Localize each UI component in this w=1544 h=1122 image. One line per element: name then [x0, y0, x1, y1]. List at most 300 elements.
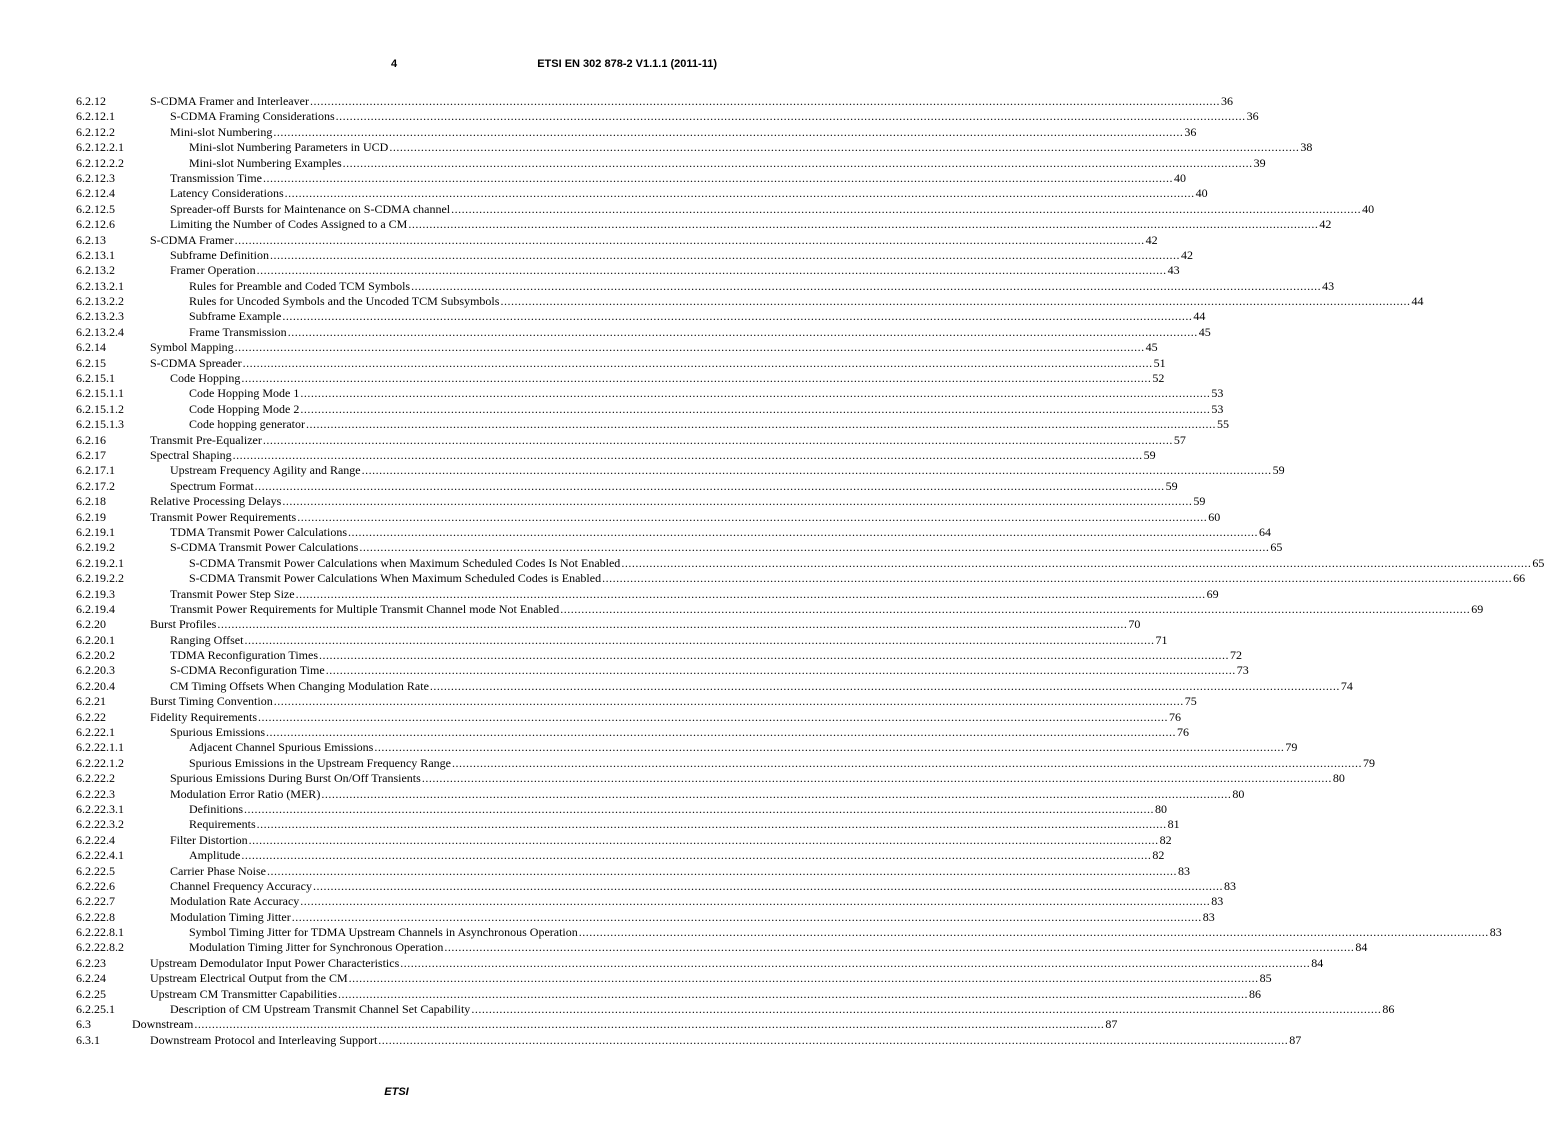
- toc-entry-title: Limiting the Number of Codes Assigned to a CM: [170, 217, 408, 232]
- toc-entry-title: Requirements: [189, 817, 256, 832]
- table-of-contents: [76, 94, 1544, 1048]
- toc-entry[interactable]: [76, 263, 1180, 278]
- toc-leader-dots: ....................................................................................................................................................................................................................................................................: [242, 355, 1153, 370]
- toc-entry[interactable]: [76, 771, 1345, 786]
- toc-entry-number: 6.2.21: [76, 694, 106, 709]
- toc-leader-dots: ....................................................................................................................................................................................................................................................................: [234, 340, 1145, 355]
- toc-entry[interactable]: [76, 555, 1544, 571]
- toc-leader-dots: ....................................................................................................................................................................................................................................................................: [284, 186, 1195, 201]
- toc-entry-number: 6.2.22.3.1: [76, 801, 124, 816]
- toc-entry-title: Subframe Example: [189, 309, 282, 324]
- toc-entry-page: 52: [1152, 371, 1165, 386]
- toc-leader-dots: ....................................................................................................................................................................................................................................................................: [297, 509, 1208, 524]
- toc-entry-number: 6.2.24: [76, 971, 106, 986]
- toc-entry[interactable]: [76, 648, 1243, 663]
- toc-entry-number: 6.2.20.4: [76, 678, 115, 693]
- toc-entry-title: Downstream Protocol and Interleaving Support: [150, 1032, 378, 1047]
- toc-entry-page: 86: [1382, 1002, 1395, 1017]
- toc-leader-dots: ....................................................................................................................................................................................................................................................................: [378, 1032, 1289, 1047]
- toc-entry-title: Description of CM Upstream Transmit Channel Set Capability: [170, 1002, 471, 1017]
- toc-entry-title: Spectral Shaping: [150, 447, 232, 462]
- toc-entry-title: Upstream Demodulator Input Power Characteristics: [150, 955, 400, 970]
- toc-entry-number: 6.2.22.8.2: [76, 940, 124, 955]
- toc-entry-page: 42: [1145, 232, 1158, 247]
- toc-entry-number: 6.3: [76, 1017, 91, 1032]
- toc-entry[interactable]: [76, 278, 1335, 294]
- toc-leader-dots: ....................................................................................................................................................................................................................................................................: [451, 201, 1362, 216]
- toc-leader-dots: ....................................................................................................................................................................................................................................................................: [578, 925, 1489, 940]
- toc-leader-dots: ....................................................................................................................................................................................................................................................................: [321, 786, 1232, 801]
- toc-entry-number: 6.2.19.2.2: [76, 571, 124, 586]
- toc-entry[interactable]: [76, 632, 1168, 648]
- toc-entry-page: 79: [1285, 740, 1298, 755]
- toc-entry[interactable]: [76, 601, 1484, 617]
- toc-entry-number: 6.2.19.2: [76, 540, 115, 555]
- toc-entry-number: 6.2.17.2: [76, 478, 115, 493]
- toc-entry-number: 6.2.15.1.2: [76, 401, 124, 416]
- toc-entry-page: 83: [1211, 894, 1224, 909]
- toc-entry-number: 6.2.22.3.2: [76, 817, 124, 832]
- toc-leader-dots: ....................................................................................................................................................................................................................................................................: [300, 894, 1211, 909]
- toc-entry[interactable]: [76, 247, 1193, 263]
- toc-leader-dots: ....................................................................................................................................................................................................................................................................: [500, 294, 1411, 309]
- toc-entry[interactable]: [76, 832, 1172, 848]
- page-number: 4: [391, 58, 398, 70]
- toc-entry-title: Definitions: [189, 801, 243, 816]
- toc-entry-page: 36: [1246, 109, 1259, 124]
- toc-entry-number: 6.2.19: [76, 509, 106, 524]
- toc-entry-title: S-CDMA Reconfiguration Time: [170, 663, 325, 678]
- toc-entry-page: 65: [1532, 555, 1544, 570]
- toc-leader-dots: ....................................................................................................................................................................................................................................................................: [248, 832, 1159, 847]
- toc-leader-dots: ....................................................................................................................................................................................................................................................................: [471, 1002, 1382, 1017]
- toc-entry[interactable]: [76, 232, 1158, 248]
- toc-entry-title: Spurious Emissions: [170, 725, 266, 740]
- toc-leader-dots: ....................................................................................................................................................................................................................................................................: [258, 709, 1168, 724]
- toc-entry[interactable]: [76, 432, 1186, 448]
- toc-leader-dots: ....................................................................................................................................................................................................................................................................: [348, 971, 1259, 986]
- toc-entry-page: 40: [1362, 201, 1375, 216]
- toc-leader-dots: ....................................................................................................................................................................................................................................................................: [269, 247, 1180, 262]
- toc-entry[interactable]: [76, 417, 1229, 432]
- toc-entry[interactable]: [76, 355, 1166, 371]
- toc-entry-number: 6.2.18: [76, 494, 106, 509]
- toc-entry-page: 44: [1411, 294, 1424, 309]
- toc-entry-number: 6.2.17.1: [76, 463, 115, 478]
- toc-entry-page: 36: [1220, 94, 1233, 108]
- toc-entry-title: Upstream Frequency Agility and Range: [170, 463, 361, 478]
- toc-entry-title: Burst Profiles: [150, 617, 217, 632]
- toc-entry-number: 6.2.19.3: [76, 586, 115, 601]
- toc-entry-number: 6.2.22.1.2: [76, 755, 124, 770]
- toc-entry-number: 6.2.13.1: [76, 247, 115, 262]
- toc-leader-dots: ....................................................................................................................................................................................................................................................................: [444, 940, 1355, 955]
- toc-entry[interactable]: [76, 309, 1206, 324]
- toc-entry-title: Channel Frequency Accuracy: [170, 878, 312, 893]
- toc-entry-number: 6.2.12.5: [76, 201, 115, 216]
- toc-entry[interactable]: [76, 709, 1181, 725]
- toc-entry[interactable]: [76, 925, 1502, 940]
- toc-entry-page: 42: [1319, 217, 1332, 232]
- toc-entry-number: 6.2.12.2.1: [76, 140, 124, 155]
- toc-entry-number: 6.2.25.1: [76, 1002, 115, 1017]
- toc-entry-number: 6.2.13.2.3: [76, 309, 124, 324]
- toc-leader-dots: ....................................................................................................................................................................................................................................................................: [451, 755, 1362, 770]
- toc-entry[interactable]: [76, 94, 1233, 109]
- toc-entry-title: Mini-slot Numbering Examples: [189, 155, 342, 170]
- toc-entry-page: 65: [1270, 540, 1283, 555]
- toc-leader-dots: ....................................................................................................................................................................................................................................................................: [295, 586, 1206, 601]
- toc-entry-title: Relative Processing Delays: [150, 494, 282, 509]
- toc-entry-title: Fidelity Requirements: [150, 709, 257, 724]
- toc-leader-dots: ....................................................................................................................................................................................................................................................................: [411, 278, 1322, 293]
- toc-entry-page: 83: [1202, 909, 1215, 924]
- toc-entry-page: 81: [1167, 817, 1180, 832]
- toc-entry-number: 6.2.13.2.2: [76, 294, 124, 309]
- toc-leader-dots: ....................................................................................................................................................................................................................................................................: [256, 263, 1167, 278]
- toc-entry[interactable]: [76, 386, 1224, 401]
- toc-entry-number: 6.2.15.1.3: [76, 417, 124, 432]
- toc-leader-dots: ....................................................................................................................................................................................................................................................................: [234, 232, 1145, 247]
- toc-entry-title: TDMA Reconfiguration Times: [170, 648, 319, 663]
- toc-leader-dots: ....................................................................................................................................................................................................................................................................: [305, 417, 1216, 432]
- toc-entry-title: Transmit Power Requirements for Multiple Transmit Channel mode Not Enabled: [170, 601, 560, 616]
- toc-entry-number: 6.2.22.6: [76, 878, 115, 893]
- toc-entry-number: 6.2.15: [76, 355, 106, 370]
- toc-leader-dots: ....................................................................................................................................................................................................................................................................: [602, 571, 1513, 586]
- toc-leader-dots: ....................................................................................................................................................................................................................................................................: [374, 740, 1285, 755]
- toc-leader-dots: ....................................................................................................................................................................................................................................................................: [342, 155, 1253, 170]
- toc-entry-title: Code Hopping Mode 1: [189, 386, 300, 401]
- toc-entry-page: 83: [1177, 863, 1190, 878]
- toc-leader-dots: ....................................................................................................................................................................................................................................................................: [300, 386, 1211, 401]
- toc-entry[interactable]: [76, 1017, 1118, 1032]
- toc-entry[interactable]: [76, 786, 1245, 802]
- toc-entry-number: 6.2.14: [76, 340, 106, 355]
- toc-entry-number: 6.2.20.3: [76, 663, 115, 678]
- toc-entry-page: 69: [1206, 586, 1219, 601]
- toc-entry-title: TDMA Transmit Power Calculations: [170, 524, 348, 539]
- toc-entry[interactable]: [76, 109, 1259, 124]
- toc-entry[interactable]: [76, 170, 1186, 186]
- toc-entry[interactable]: [76, 678, 1353, 694]
- toc-leader-dots: ....................................................................................................................................................................................................................................................................: [429, 678, 1340, 693]
- toc-entry-title: Symbol Timing Jitter for TDMA Upstream Channels in Asynchronous Operation: [189, 925, 578, 940]
- toc-entry-title: Code Hopping Mode 2: [189, 401, 300, 416]
- toc-entry-page: 69: [1471, 601, 1484, 616]
- toc-entry-title: Burst Timing Convention: [150, 694, 273, 709]
- toc-entry-number: 6.2.22.5: [76, 863, 115, 878]
- toc-entry-page: 45: [1198, 324, 1211, 339]
- toc-leader-dots: ....................................................................................................................................................................................................................................................................: [325, 663, 1236, 678]
- toc-entry-title: Spurious Emissions During Burst On/Off Transients: [170, 771, 421, 786]
- toc-entry-title: Transmit Power Requirements: [150, 509, 297, 524]
- toc-leader-dots: ....................................................................................................................................................................................................................................................................: [241, 371, 1152, 386]
- toc-entry-title: Rules for Preamble and Coded TCM Symbols: [189, 278, 411, 293]
- toc-entry-page: 71: [1155, 632, 1168, 647]
- toc-entry[interactable]: [76, 371, 1165, 386]
- toc-entry-title: Modulation Error Ratio (MER): [170, 786, 321, 801]
- toc-entry-title: S-CDMA Transmit Power Calculations: [170, 540, 359, 555]
- toc-entry-title: Spreader-off Bursts for Maintenance on S-CDMA channel: [170, 201, 451, 216]
- toc-leader-dots: ....................................................................................................................................................................................................................................................................: [312, 878, 1223, 893]
- toc-leader-dots: ....................................................................................................................................................................................................................................................................: [244, 632, 1155, 647]
- toc-entry-title: S-CDMA Framing Considerations: [170, 109, 335, 124]
- toc-entry-page: 36: [1184, 124, 1197, 139]
- toc-entry[interactable]: [76, 478, 1178, 494]
- toc-entry-title: Upstream Electrical Output from the CM: [150, 971, 348, 986]
- footer-etsi: ETSI: [384, 1086, 409, 1098]
- toc-entry[interactable]: [76, 940, 1368, 955]
- toc-entry-page: 86: [1249, 986, 1261, 1001]
- toc-entry[interactable]: [76, 663, 1249, 678]
- toc-entry-page: 79: [1362, 755, 1375, 770]
- toc-entry-page: 43: [1322, 278, 1335, 293]
- toc-entry-title: S-CDMA Transmit Power Calculations when Maximum Scheduled Codes Is Not Enabled: [189, 555, 621, 570]
- toc-entry[interactable]: [76, 801, 1167, 817]
- toc-entry-number: 6.2.19.4: [76, 601, 115, 616]
- toc-entry[interactable]: [76, 694, 1197, 709]
- toc-entry[interactable]: [76, 617, 1141, 632]
- toc-leader-dots: ....................................................................................................................................................................................................................................................................: [282, 494, 1193, 509]
- toc-entry[interactable]: [76, 878, 1236, 894]
- toc-entry-page: 82: [1152, 848, 1165, 863]
- toc-leader-dots: ....................................................................................................................................................................................................................................................................: [282, 309, 1193, 324]
- toc-leader-dots: ....................................................................................................................................................................................................................................................................: [217, 617, 1128, 632]
- toc-entry-number: 6.2.15.1: [76, 371, 115, 386]
- toc-entry-page: 76: [1177, 725, 1190, 740]
- toc-entry[interactable]: [76, 740, 1298, 755]
- toc-entry-number: 6.3.1: [76, 1032, 100, 1047]
- toc-entry[interactable]: [76, 586, 1219, 602]
- toc-entry-title: Transmit Pre-Equalizer: [150, 432, 262, 447]
- toc-entry[interactable]: [76, 340, 1158, 355]
- toc-entry-page: 59: [1143, 447, 1156, 462]
- toc-entry-title: Frame Transmission: [189, 324, 287, 339]
- toc-entry-title: Latency Considerations: [170, 186, 284, 201]
- toc-entry-number: 6.2.25: [76, 986, 106, 1001]
- toc-leader-dots: ....................................................................................................................................................................................................................................................................: [361, 463, 1272, 478]
- toc-entry[interactable]: [76, 509, 1221, 525]
- toc-entry-title: Rules for Uncoded Symbols and the Uncoded TCM Subsymbols: [189, 294, 500, 309]
- toc-entry-number: 6.2.22.4: [76, 832, 115, 847]
- toc-entry-number: 6.2.12.2.2: [76, 155, 124, 170]
- toc-entry-page: 43: [1167, 263, 1180, 278]
- toc-entry-number: 6.2.12.2: [76, 124, 115, 139]
- toc-entry[interactable]: [76, 294, 1424, 309]
- toc-entry-page: 87: [1289, 1032, 1302, 1047]
- toc-entry-number: 6.2.22.8: [76, 909, 115, 924]
- toc-entry[interactable]: [76, 1032, 1302, 1048]
- toc-entry-number: 6.2.13.2: [76, 263, 115, 278]
- toc-entry[interactable]: [76, 1002, 1395, 1017]
- toc-entry-number: 6.2.22.7: [76, 894, 115, 909]
- toc-entry-number: 6.2.12.4: [76, 186, 115, 201]
- toc-entry-title: S-CDMA Spreader: [150, 355, 242, 370]
- toc-entry[interactable]: [76, 494, 1206, 509]
- toc-entry[interactable]: [76, 755, 1375, 771]
- toc-entry[interactable]: [76, 725, 1190, 740]
- toc-leader-dots: ....................................................................................................................................................................................................................................................................: [309, 94, 1220, 108]
- toc-leader-dots: ....................................................................................................................................................................................................................................................................: [560, 601, 1471, 616]
- toc-entry-number: 6.2.17: [76, 447, 106, 462]
- toc-entry[interactable]: [76, 571, 1526, 586]
- toc-entry-page: 83: [1223, 878, 1236, 893]
- toc-leader-dots: ....................................................................................................................................................................................................................................................................: [621, 555, 1532, 570]
- toc-entry[interactable]: [76, 124, 1197, 140]
- toc-entry[interactable]: [76, 909, 1215, 925]
- toc-entry[interactable]: [76, 463, 1285, 478]
- toc-entry-title: Downstream: [132, 1017, 194, 1032]
- toc-entry-number: 6.2.20: [76, 617, 106, 632]
- toc-entry-number: 6.2.22.1.1: [76, 740, 124, 755]
- toc-entry-page: 83: [1489, 925, 1502, 940]
- toc-entry-page: 84: [1355, 940, 1368, 955]
- toc-leader-dots: ....................................................................................................................................................................................................................................................................: [300, 401, 1211, 416]
- toc-entry-title: Modulation Timing Jitter for Synchronous Operation: [189, 940, 444, 955]
- toc-entry-page: 70: [1128, 617, 1141, 632]
- toc-entry-page: 72: [1230, 648, 1243, 663]
- toc-entry-title: Framer Operation: [170, 263, 256, 278]
- toc-entry-page: 76: [1169, 709, 1181, 724]
- toc-entry[interactable]: [76, 848, 1165, 863]
- toc-leader-dots: ....................................................................................................................................................................................................................................................................: [338, 986, 1248, 1001]
- toc-entry-page: 40: [1173, 170, 1186, 185]
- toc-entry-number: 6.2.13.2.4: [76, 324, 124, 339]
- toc-entry-title: Modulation Timing Jitter: [170, 909, 291, 924]
- toc-entry-page: 87: [1105, 1017, 1118, 1032]
- toc-entry-number: 6.2.12.1: [76, 109, 115, 124]
- toc-entry[interactable]: [76, 324, 1211, 340]
- toc-entry-title: Transmission Time: [170, 170, 262, 185]
- toc-entry-page: 59: [1165, 478, 1178, 493]
- toc-leader-dots: ....................................................................................................................................................................................................................................................................: [400, 955, 1311, 970]
- toc-leader-dots: ....................................................................................................................................................................................................................................................................: [319, 648, 1230, 663]
- toc-entry[interactable]: [76, 863, 1190, 879]
- toc-entry-page: 51: [1153, 355, 1166, 370]
- toc-leader-dots: ....................................................................................................................................................................................................................................................................: [194, 1017, 1105, 1032]
- toc-entry-page: 57: [1173, 432, 1186, 447]
- toc-entry-title: Spurious Emissions in the Upstream Frequency Range: [189, 755, 451, 770]
- toc-entry-number: 6.2.20.1: [76, 632, 115, 647]
- toc-entry-page: 44: [1193, 309, 1206, 324]
- toc-entry[interactable]: [76, 817, 1180, 832]
- toc-entry-number: 6.2.22.1: [76, 725, 115, 740]
- toc-entry-page: 85: [1259, 971, 1272, 986]
- toc-entry-page: 39: [1253, 155, 1266, 170]
- toc-entry-page: 38: [1300, 140, 1313, 155]
- toc-entry-title: Upstream CM Transmitter Capabilities: [150, 986, 337, 1001]
- toc-entry-page: 75: [1184, 694, 1197, 709]
- toc-entry-page: 45: [1145, 340, 1158, 355]
- toc-entry[interactable]: [76, 447, 1156, 463]
- toc-entry-number: 6.2.12: [76, 94, 106, 108]
- toc-entry-title: S-CDMA Framer: [150, 232, 234, 247]
- toc-entry[interactable]: [76, 155, 1266, 171]
- toc-entry-number: 6.2.12.3: [76, 170, 115, 185]
- toc-entry-page: 60: [1208, 509, 1221, 524]
- toc-leader-dots: ....................................................................................................................................................................................................................................................................: [256, 817, 1167, 832]
- toc-entry-title: Code hopping generator: [189, 417, 305, 432]
- toc-entry-number: 6.2.15.1.1: [76, 386, 124, 401]
- toc-entry-page: 80: [1332, 771, 1345, 786]
- toc-entry[interactable]: [76, 540, 1283, 555]
- toc-leader-dots: ....................................................................................................................................................................................................................................................................: [408, 217, 1319, 232]
- toc-entry-number: 6.2.22.4.1: [76, 848, 124, 863]
- toc-entry-title: Modulation Rate Accuracy: [170, 894, 300, 909]
- toc-entry-title: Mini-slot Numbering Parameters in UCD: [189, 140, 389, 155]
- toc-leader-dots: ....................................................................................................................................................................................................................................................................: [273, 694, 1184, 709]
- toc-entry-number: 6.2.20.2: [76, 648, 115, 663]
- toc-entry[interactable]: [76, 971, 1272, 986]
- toc-entry-page: 80: [1232, 786, 1245, 801]
- toc-leader-dots: ....................................................................................................................................................................................................................................................................: [273, 124, 1184, 139]
- toc-entry-title: Carrier Phase Noise: [170, 863, 266, 878]
- toc-entry[interactable]: [76, 986, 1261, 1002]
- toc-entry-title: Subframe Definition: [170, 247, 269, 262]
- toc-entry-page: 84: [1311, 955, 1324, 970]
- toc-entry-number: 6.2.19.2.1: [76, 555, 124, 570]
- toc-leader-dots: ....................................................................................................................................................................................................................................................................: [291, 909, 1202, 924]
- toc-entry-number: 6.2.13.2.1: [76, 278, 124, 293]
- toc-entry-title: Ranging Offset: [170, 632, 244, 647]
- toc-entry[interactable]: [76, 894, 1224, 909]
- toc-entry[interactable]: [76, 955, 1324, 971]
- toc-entry-title: S-CDMA Transmit Power Calculations When Maximum Scheduled Codes is Enabled: [189, 571, 602, 586]
- toc-entry-number: 6.2.16: [76, 432, 106, 447]
- toc-leader-dots: ....................................................................................................................................................................................................................................................................: [359, 540, 1270, 555]
- toc-entry-number: 6.2.22: [76, 709, 106, 724]
- toc-entry[interactable]: [76, 524, 1272, 540]
- toc-leader-dots: ....................................................................................................................................................................................................................................................................: [348, 524, 1259, 539]
- toc-leader-dots: ....................................................................................................................................................................................................................................................................: [232, 447, 1143, 462]
- toc-entry-page: 55: [1216, 417, 1229, 432]
- toc-entry-number: 6.2.22.3: [76, 786, 115, 801]
- toc-entry[interactable]: [76, 186, 1208, 201]
- toc-entry-page: 80: [1155, 801, 1167, 816]
- toc-leader-dots: ....................................................................................................................................................................................................................................................................: [241, 848, 1152, 863]
- toc-entry[interactable]: [76, 201, 1375, 217]
- toc-leader-dots: ....................................................................................................................................................................................................................................................................: [389, 140, 1300, 155]
- toc-entry-number: 6.2.12.6: [76, 217, 115, 232]
- document-identifier: ETSI EN 302 878-2 V1.1.1 (2011-11): [537, 58, 717, 70]
- toc-entry-number: 6.2.22.8.1: [76, 925, 124, 940]
- toc-entry-page: 40: [1195, 186, 1208, 201]
- toc-entry-title: Transmit Power Step Size: [170, 586, 295, 601]
- toc-entry[interactable]: [76, 401, 1224, 417]
- toc-entry[interactable]: [76, 217, 1332, 232]
- toc-entry-page: 64: [1259, 524, 1272, 539]
- toc-entry-title: S-CDMA Framer and Interleaver: [150, 94, 309, 108]
- toc-entry-title: Spectrum Format: [170, 478, 254, 493]
- toc-entry-page: 59: [1272, 463, 1285, 478]
- toc-entry-page: 82: [1159, 832, 1172, 847]
- toc-entry-page: 53: [1211, 401, 1224, 416]
- toc-entry-page: 59: [1193, 494, 1206, 509]
- toc-leader-dots: ....................................................................................................................................................................................................................................................................: [266, 863, 1177, 878]
- toc-entry[interactable]: [76, 140, 1313, 155]
- toc-leader-dots: ....................................................................................................................................................................................................................................................................: [266, 725, 1177, 740]
- toc-leader-dots: ....................................................................................................................................................................................................................................................................: [287, 324, 1198, 339]
- toc-entry-title: Filter Distortion: [170, 832, 248, 847]
- toc-leader-dots: ....................................................................................................................................................................................................................................................................: [421, 771, 1332, 786]
- toc-entry-number: 6.2.23: [76, 955, 106, 970]
- toc-entry-page: 53: [1211, 386, 1224, 401]
- toc-entry-page: 42: [1180, 247, 1193, 262]
- toc-entry-title: Symbol Mapping: [150, 340, 234, 355]
- toc-leader-dots: ....................................................................................................................................................................................................................................................................: [244, 801, 1154, 816]
- toc-entry-title: CM Timing Offsets When Changing Modulation Rate: [170, 678, 429, 693]
